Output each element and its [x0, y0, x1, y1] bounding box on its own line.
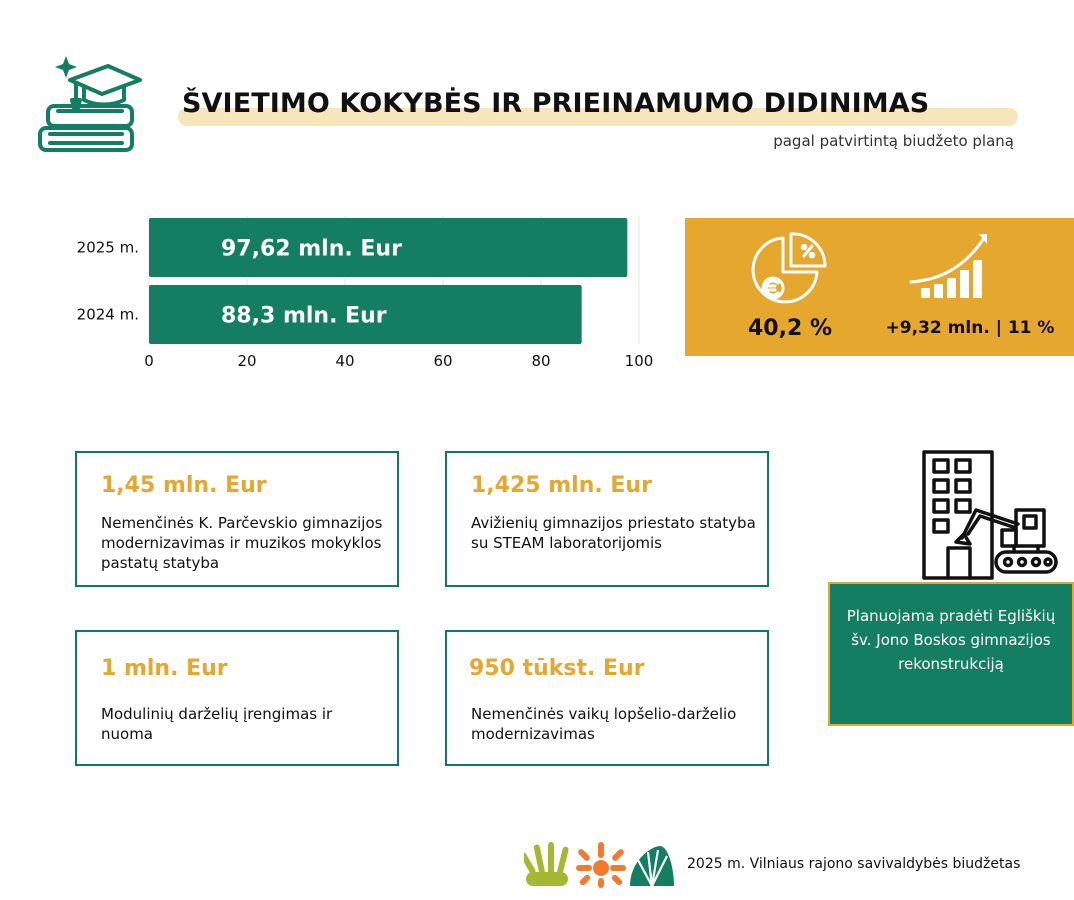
x-tick-label: 60	[433, 352, 453, 370]
budget-bar-chart	[60, 208, 670, 378]
project-amount: 1,45 mln. Eur	[101, 473, 267, 498]
bar-value-label: 97,62 mln. Eur	[221, 236, 402, 262]
project-description: Avižienių gimnazijos priestato statyba su STEAM laboratorijomis	[471, 514, 756, 552]
page-subtitle: pagal patvirtintą biudžeto planą	[773, 132, 1014, 150]
category-label: 2024 m.	[76, 305, 139, 324]
planned-reconstruction-text: Planuojama pradėti Egliškių šv. Jono Boskos gimnazijos rekonstrukciją	[846, 607, 1056, 673]
page-title: ŠVIETIMO KOKYBĖS IR PRIEINAMUMO DIDINIMAS	[182, 88, 930, 119]
category-label: 2025 m.	[76, 238, 139, 257]
project-description: Nemenčinės K. Parčevskio gimnazijos modernizavimas ir muzikos mokyklos pastatų statyba	[101, 514, 383, 572]
project-amount: 1 mln. Eur	[101, 656, 228, 681]
building-excavator-icon	[918, 448, 1062, 582]
project-amount: 950 tūkst. Eur	[469, 656, 645, 681]
budget-growth-value: +9,32 mln. | 11 %	[885, 318, 1055, 338]
x-tick-label: 40	[335, 352, 355, 370]
x-tick-label: 100	[624, 352, 654, 370]
vilnius-district-logo	[524, 838, 676, 890]
planned-reconstruction-box	[828, 582, 1074, 726]
stat-box	[685, 218, 1074, 356]
budget-share-value: 40,2 %	[748, 316, 832, 341]
project-amount: 1,425 mln. Eur	[471, 473, 652, 498]
pie-chart-euro-icon	[749, 230, 829, 310]
graduation-books-icon	[36, 48, 144, 156]
project-card	[75, 451, 399, 587]
x-tick-label: 80	[531, 352, 551, 370]
x-tick-label: 20	[237, 352, 257, 370]
project-card	[445, 630, 769, 766]
project-description: Modulinių darželių įrengimas ir nuoma	[101, 705, 333, 743]
bar-value-label: 88,3 mln. Eur	[221, 303, 387, 329]
x-tick-label: 0	[144, 352, 154, 370]
project-card	[445, 451, 769, 587]
project-card	[75, 630, 399, 766]
growth-bars-arrow-icon	[907, 232, 991, 302]
project-description: Nemenčinės vaikų lopšelio-darželio modernizavimas	[471, 705, 737, 743]
footer-text: 2025 m. Vilniaus rajono savivaldybės biudžetas	[687, 856, 1021, 872]
